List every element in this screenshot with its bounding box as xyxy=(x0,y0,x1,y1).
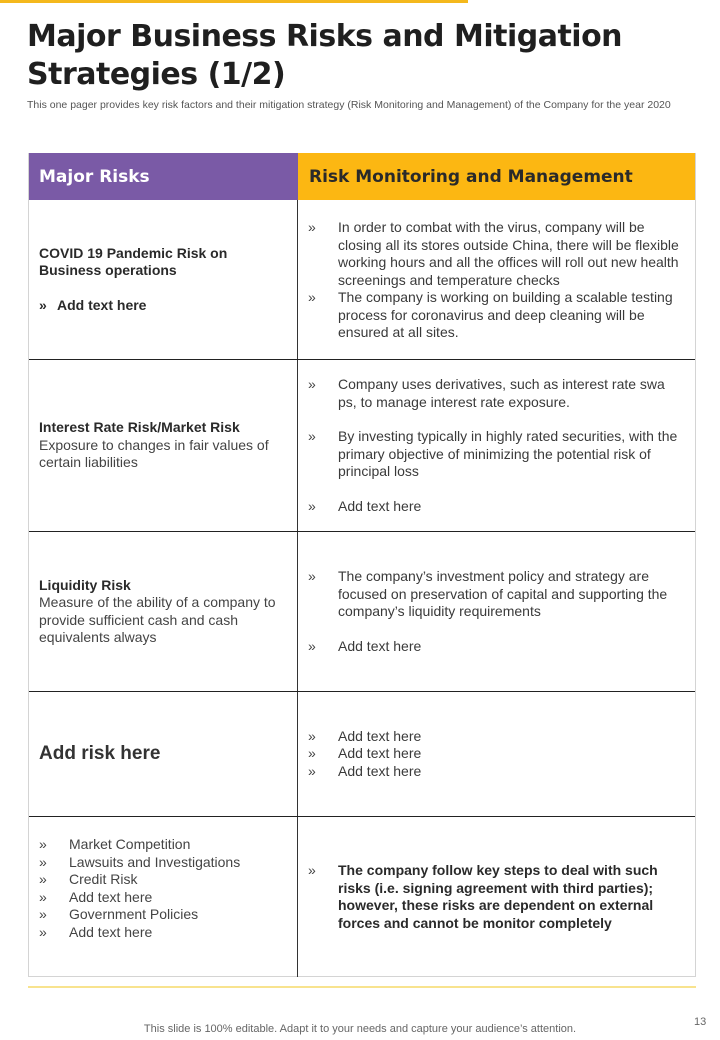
mitigation-cell xyxy=(298,200,695,359)
risk-extra: » Add text here xyxy=(39,296,147,313)
risk-list-item: » Credit Risk xyxy=(39,871,138,887)
bullet-icon: » xyxy=(308,568,316,584)
risk-title: Liquidity Risk xyxy=(39,576,131,593)
risk-title: Interest Rate Risk/Market Risk xyxy=(39,419,240,436)
mitigation-cell xyxy=(298,692,695,816)
mitigation-item: » In order to combat with the virus, company will be closing all its stores outside China, there will be flexible working hours and all the offices will roll out new health screenings and temperature checks xyxy=(308,219,679,288)
column-header-major-risks: Major Risks xyxy=(29,153,298,200)
bullet-icon: » xyxy=(39,836,47,852)
bullet-icon: » xyxy=(308,862,316,878)
risk-cell xyxy=(29,817,298,977)
bullet-icon: » xyxy=(39,296,47,313)
bullet-icon: » xyxy=(308,727,316,744)
risk-list-item: » Add text here xyxy=(39,923,153,940)
risk-list-item: » Lawsuits and Investigations xyxy=(39,853,241,870)
bullet-icon: » xyxy=(308,637,316,654)
risk-list-item: » Government Policies xyxy=(39,906,199,922)
bullet-icon: » xyxy=(39,923,47,940)
bullet-icon: » xyxy=(39,888,47,905)
top-accent-bar xyxy=(0,0,468,3)
bullet-icon: » xyxy=(39,906,47,922)
mitigation-item: » Add text here xyxy=(308,745,422,762)
page-title: Major Business Risks and Mitigation Strategies (1/2) xyxy=(27,19,623,92)
risk-list-item: » Market Competition xyxy=(39,836,191,852)
risk-cell xyxy=(29,200,298,359)
bullet-icon: » xyxy=(308,376,316,392)
table-row xyxy=(29,200,695,360)
bullet-icon: » xyxy=(308,497,316,514)
risk-table xyxy=(28,153,696,977)
page-subtitle: This one pager provides key risk factors and their mitigation strategy (Risk Monitoring and Management) of the Company for the year 2020 xyxy=(27,99,671,111)
risk-description: Measure of the ability of a company to provide sufficient cash and cash equivalents always xyxy=(39,594,276,645)
mitigation-item: » Add text here xyxy=(308,637,422,654)
mitigation-item: » The company’s investment policy and strategy are focused on preservation of capital and supporting the company’s liquidity requirements xyxy=(308,568,668,619)
mitigation-item: » Company uses derivatives, such as interest rate swa ps, to manage interest rate exposure. xyxy=(308,376,665,410)
risk-description: Exposure to changes in fair values of certain liabilities xyxy=(39,436,269,471)
table-header xyxy=(29,153,695,200)
risk-cell xyxy=(29,692,298,816)
table-row xyxy=(29,692,695,817)
bottom-accent-line xyxy=(28,986,696,988)
mitigation-cell xyxy=(298,532,695,691)
risk-title: COVID 19 Pandemic Risk on Business operations xyxy=(39,244,228,279)
table-row xyxy=(29,817,695,977)
risk-title: Add risk here xyxy=(39,743,161,765)
bullet-icon: » xyxy=(308,745,316,762)
bullet-icon: » xyxy=(39,853,47,870)
risk-cell xyxy=(29,532,298,691)
bullet-icon: » xyxy=(308,219,316,235)
bullet-icon: » xyxy=(308,428,316,444)
mitigation-item: » Add text here xyxy=(308,762,422,779)
mitigation-cell xyxy=(298,360,695,531)
mitigation-item: » The company follow key steps to deal with such risks (i.e. signing agreement with third parties); however, these risks are dependent on external forces and cannot be monitor completely xyxy=(308,862,658,931)
mitigation-item: » By investing typically in highly rated securities, with the primary objective of minimizing the potential risk of principal loss xyxy=(308,428,678,479)
table-row xyxy=(29,360,695,532)
bullet-icon: » xyxy=(308,762,316,779)
page-number: 13 xyxy=(694,1016,707,1028)
mitigation-item: » The company is working on building a scalable testing process for coronavirus and deep cleaning will be ensured at all sites. xyxy=(308,289,673,340)
mitigation-item: » Add text here xyxy=(308,497,422,514)
mitigation-item: » Add text here xyxy=(308,727,422,744)
table-row xyxy=(29,532,695,692)
bullet-icon: » xyxy=(39,871,47,887)
footer-note: This slide is 100% editable. Adapt it to your needs and capture your audience’s attention. xyxy=(143,1023,577,1035)
mitigation-cell xyxy=(298,817,695,977)
bullet-icon: » xyxy=(308,289,316,305)
risk-list-item: » Add text here xyxy=(39,888,153,905)
column-header-risk-monitoring: Risk Monitoring and Management xyxy=(298,153,695,200)
risk-cell xyxy=(29,360,298,531)
